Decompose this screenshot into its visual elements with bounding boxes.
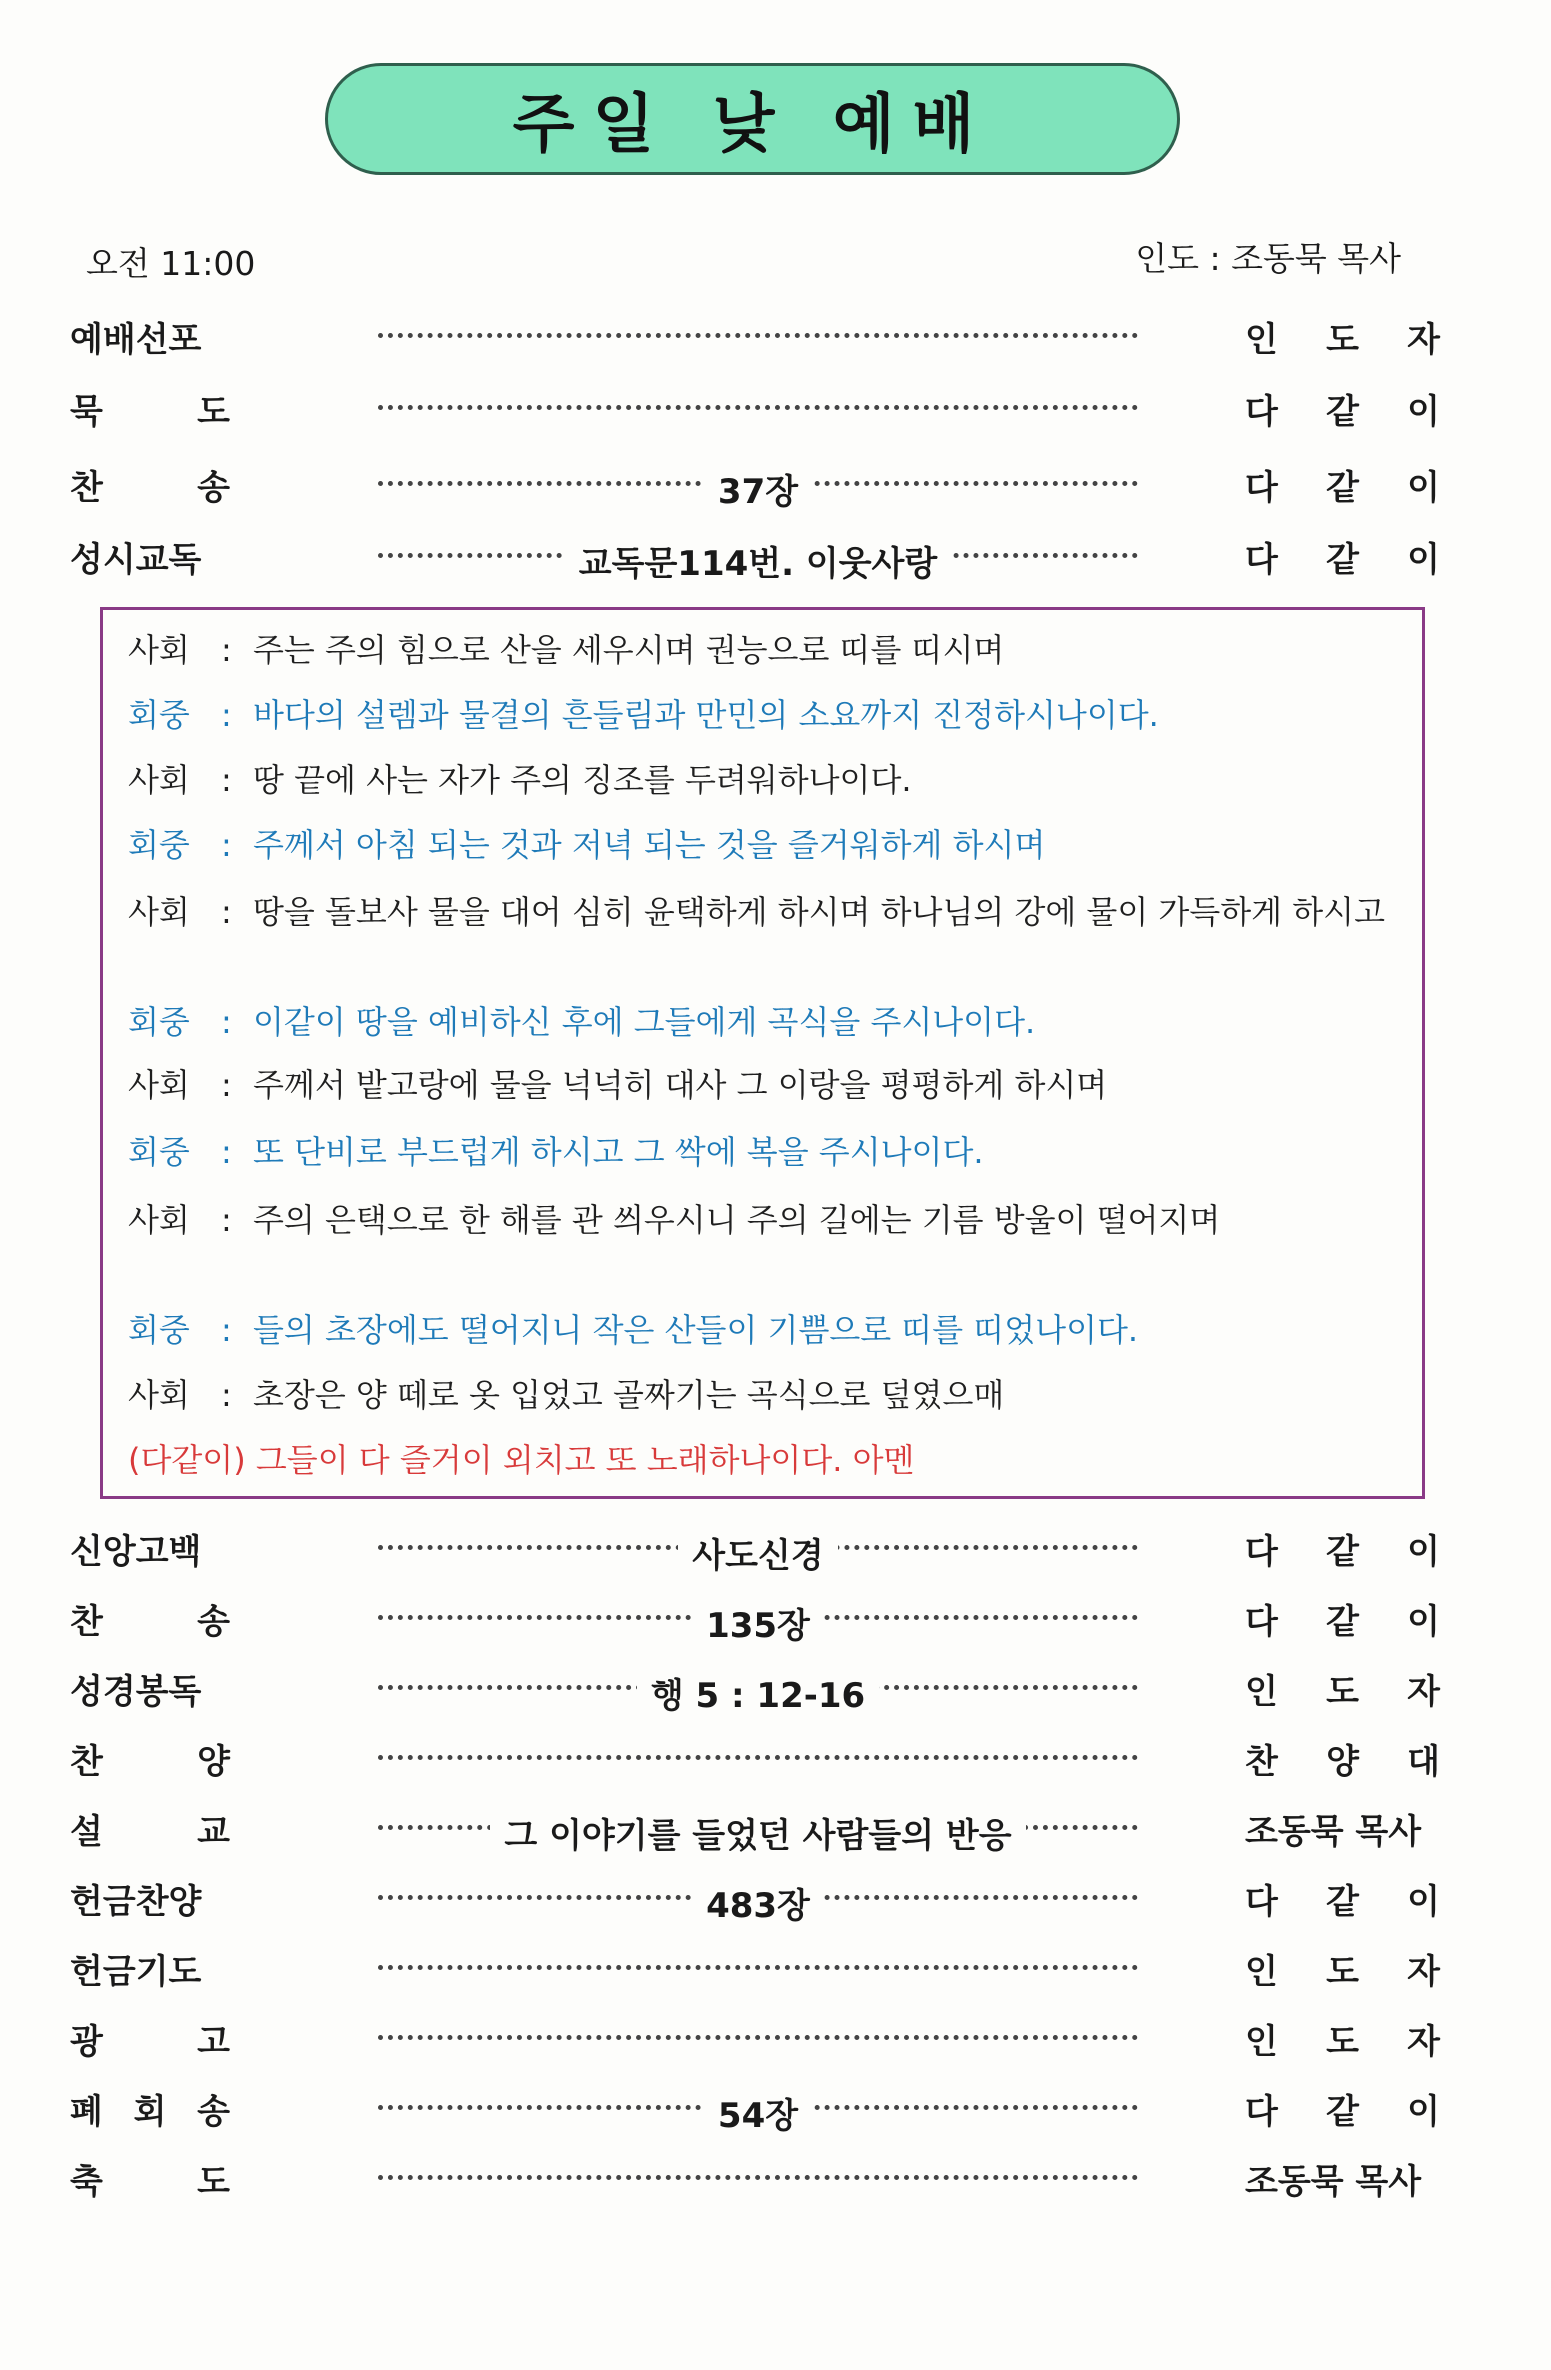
reading-colon: : (221, 1201, 232, 1239)
program-label-part: 찬 (70, 1742, 103, 1782)
program-item-detail: 사도신경 (678, 1528, 837, 1577)
program-item-detail: 37장 (704, 464, 812, 513)
program-label-part: 축 (70, 2162, 103, 2202)
program-row (0, 1942, 1551, 2002)
program-item-label (70, 530, 230, 590)
program-label-part: 찬 (70, 468, 103, 508)
program-label-part: 송 (197, 1602, 230, 1642)
program-item-detail: 교독문114번. 이웃사랑 (565, 536, 951, 585)
program-item-performer (1245, 2082, 1440, 2142)
program-label-part: 송 (197, 2092, 230, 2132)
program-item-detail: 483장 (692, 1878, 824, 1927)
reading-colon: : (221, 1003, 232, 1041)
reading-colon: : (221, 826, 232, 864)
performer-part: 이 (1407, 1882, 1440, 1922)
dotted-leader (378, 1755, 1138, 1760)
performer-part: 인 (1245, 2022, 1278, 2062)
program-row (0, 458, 1551, 518)
performer-part: 다 (1245, 2092, 1278, 2132)
reading-text: 주의 은택으로 한 해를 관 씌우시니 주의 길에는 기름 방울이 떨어지며 (253, 1201, 1221, 1239)
program-row (0, 1802, 1551, 1862)
reading-role: 회중 (128, 1311, 190, 1349)
program-label-part: 설 (70, 1812, 103, 1852)
reading-role: 사회 (128, 631, 190, 669)
reading-text: 이같이 땅을 예비하신 후에 그들에게 곡식을 주시나이다. (253, 1003, 1036, 1041)
title-banner (325, 63, 1180, 175)
reading-colon: : (221, 1066, 232, 1104)
reading-colon: : (221, 1376, 232, 1414)
program-item-label (70, 1942, 230, 2002)
performer-part: 도 (1326, 1952, 1359, 1992)
program-item-label (70, 1802, 230, 1862)
program-item-label (70, 310, 230, 370)
dotted-leader (378, 333, 1138, 338)
performer-part: 자 (1407, 1952, 1440, 1992)
program-label-part: 도 (197, 2162, 230, 2202)
reading-text: (다같이) 그들이 다 즐거이 외치고 또 노래하나이다. 아멘 (128, 1441, 915, 1479)
program-item-detail-wrap (378, 530, 1138, 590)
program-row (0, 1662, 1551, 1722)
performer-part: 같 (1326, 540, 1359, 580)
program-item-label (70, 458, 230, 518)
reading-text: 또 단비로 부드럽게 하시고 그 싹에 복을 주시나이다. (253, 1133, 984, 1171)
performer-part: 자 (1407, 2022, 1440, 2062)
performer-part: 같 (1326, 468, 1359, 508)
dotted-leader (378, 1965, 1138, 1970)
program-item-label (70, 1732, 230, 1792)
performer-part: 이 (1407, 2092, 1440, 2132)
reading-role: 회중 (128, 696, 190, 734)
performer-part: 자 (1407, 320, 1440, 360)
program-row (0, 2012, 1551, 2072)
performer-part: 인 (1245, 320, 1278, 360)
program-item-label (70, 382, 230, 442)
performer-part: 대 (1407, 1742, 1440, 1782)
program-item-performer (1245, 2152, 1440, 2212)
program-label-part: 도 (197, 392, 230, 432)
reading-colon: : (221, 1133, 232, 1171)
performer-part: 도 (1326, 2022, 1359, 2062)
program-row (0, 1522, 1551, 1582)
responsive-reading-box (100, 607, 1425, 1499)
performer-part: 양 (1326, 1742, 1359, 1782)
reading-text: 초장은 양 떼로 옷 입었고 골짜기는 곡식으로 덮였으매 (253, 1376, 1005, 1414)
program-label-part: 성경봉독 (70, 1672, 202, 1712)
reading-text: 주는 주의 힘으로 산을 세우시며 권능으로 띠를 띠시며 (253, 631, 1005, 669)
program-row (0, 2152, 1551, 2212)
performer-part: 도 (1326, 1672, 1359, 1712)
performer-part: 다 (1245, 1532, 1278, 1572)
program-item-detail-wrap (378, 458, 1138, 518)
program-item-label (70, 1872, 230, 1932)
program-label-part: 성시교독 (70, 540, 202, 580)
performer-part: 다 (1245, 468, 1278, 508)
dotted-leader (378, 2035, 1138, 2040)
program-item-detail: 그 이야기를 들었던 사람들의 반응 (490, 1808, 1025, 1857)
reading-role: 사회 (128, 1201, 190, 1239)
reading-colon: : (221, 696, 232, 734)
program-item-performer (1245, 310, 1440, 370)
reading-role: 사회 (128, 761, 190, 799)
program-label-part: 양 (197, 1742, 230, 1782)
reading-colon: : (221, 761, 232, 799)
reading-role: 사회 (128, 1376, 190, 1414)
program-label-part: 교 (197, 1812, 230, 1852)
program-item-performer (1245, 1662, 1440, 1722)
program-item-label (70, 2012, 230, 2072)
program-row (0, 1732, 1551, 1792)
program-item-label (70, 2152, 230, 2212)
program-item-label (70, 1662, 230, 1722)
performer-part: 조동묵 목사 (1245, 1812, 1422, 1852)
program-row (0, 382, 1551, 442)
reading-text: 땅 끝에 사는 자가 주의 징조를 두려워하나이다. (253, 761, 912, 799)
reading-colon: : (221, 1311, 232, 1349)
performer-part: 자 (1407, 1672, 1440, 1712)
program-item-performer (1245, 530, 1440, 590)
performer-part: 다 (1245, 392, 1278, 432)
reading-role: 회중 (128, 1003, 190, 1041)
performer-part: 다 (1245, 1882, 1278, 1922)
program-item-performer (1245, 2012, 1440, 2072)
program-item-detail: 135장 (692, 1598, 824, 1647)
program-label-part: 헌금기도 (70, 1952, 202, 1992)
performer-part: 인 (1245, 1952, 1278, 1992)
program-item-performer (1245, 1522, 1440, 1582)
performer-part: 같 (1326, 1882, 1359, 1922)
reading-colon: : (221, 893, 232, 931)
program-item-detail-wrap (378, 1592, 1138, 1652)
program-item-label (70, 2082, 230, 2142)
program-item-performer (1245, 1802, 1440, 1862)
performer-part: 같 (1326, 1532, 1359, 1572)
program-item-performer (1245, 1592, 1440, 1652)
reading-text: 들의 초장에도 떨어지니 작은 산들이 기쁨으로 띠를 띠었나이다. (253, 1311, 1139, 1349)
program-item-performer (1245, 382, 1440, 442)
performer-part: 이 (1407, 392, 1440, 432)
program-label-part: 예배선포 (70, 320, 202, 360)
dotted-leader (378, 405, 1138, 410)
dotted-leader (378, 2175, 1138, 2180)
service-leader: 인도 : 조동묵 목사 (1135, 239, 1401, 278)
reading-colon: : (221, 631, 232, 669)
program-item-performer (1245, 458, 1440, 518)
program-item-detail: 행 5 : 12-16 (637, 1668, 879, 1717)
performer-part: 이 (1407, 540, 1440, 580)
program-item-detail-wrap (378, 1802, 1138, 1862)
program-item-detail-wrap (378, 2082, 1138, 2142)
reading-text: 바다의 설렘과 물결의 흔들림과 만민의 소요까지 진정하시나이다. (253, 696, 1159, 734)
program-item-performer (1245, 1942, 1440, 2002)
reading-role: 회중 (128, 1133, 190, 1171)
reading-line-all (128, 1440, 1398, 1480)
performer-part: 이 (1407, 468, 1440, 508)
service-time: 오전 11:00 (86, 244, 256, 283)
performer-part: 같 (1326, 392, 1359, 432)
program-item-performer (1245, 1732, 1440, 1792)
program-label-part: 광 (70, 2022, 103, 2062)
program-row (0, 1872, 1551, 1932)
program-item-detail: 54장 (704, 2088, 812, 2137)
program-row (0, 2082, 1551, 2142)
performer-part: 조동묵 목사 (1245, 2162, 1422, 2202)
program-item-label (70, 1592, 230, 1652)
program-item-performer (1245, 1872, 1440, 1932)
performer-part: 다 (1245, 1602, 1278, 1642)
program-label-part: 헌금찬양 (70, 1882, 202, 1922)
program-item-detail-wrap (378, 1662, 1138, 1722)
program-label-part: 폐 (70, 2092, 103, 2132)
performer-part: 이 (1407, 1532, 1440, 1572)
program-row (0, 310, 1551, 370)
page-title: 주일 낮 예배 (512, 88, 993, 162)
program-label-part: 신앙고백 (70, 1532, 202, 1572)
reading-role: 사회 (128, 1066, 190, 1104)
reading-text: 주께서 아침 되는 것과 저녁 되는 것을 즐거워하게 하시며 (253, 826, 1046, 864)
performer-part: 다 (1245, 540, 1278, 580)
performer-part: 찬 (1245, 1742, 1278, 1782)
reading-text: 주께서 밭고랑에 물을 넉넉히 대사 그 이랑을 평평하게 하시며 (253, 1066, 1108, 1104)
performer-part: 도 (1326, 320, 1359, 360)
reading-text: 땅을 돌보사 물을 대어 심히 윤택하게 하시며 하나님의 강에 물이 가득하게 하시고 (253, 893, 1385, 931)
reading-role: 사회 (128, 893, 190, 931)
program-row (0, 1592, 1551, 1652)
program-label-part: 송 (197, 468, 230, 508)
performer-part: 같 (1326, 1602, 1359, 1642)
performer-part: 인 (1245, 1672, 1278, 1712)
program-label-part: 회 (133, 2092, 167, 2132)
performer-part: 같 (1326, 2092, 1359, 2132)
program-row (0, 530, 1551, 590)
program-item-detail-wrap (378, 1872, 1138, 1932)
program-label-part: 찬 (70, 1602, 103, 1642)
program-label-part: 묵 (70, 392, 103, 432)
program-item-label (70, 1522, 230, 1582)
program-label-part: 고 (197, 2022, 230, 2062)
program-item-detail-wrap (378, 1522, 1138, 1582)
reading-role: 회중 (128, 826, 190, 864)
performer-part: 이 (1407, 1602, 1440, 1642)
